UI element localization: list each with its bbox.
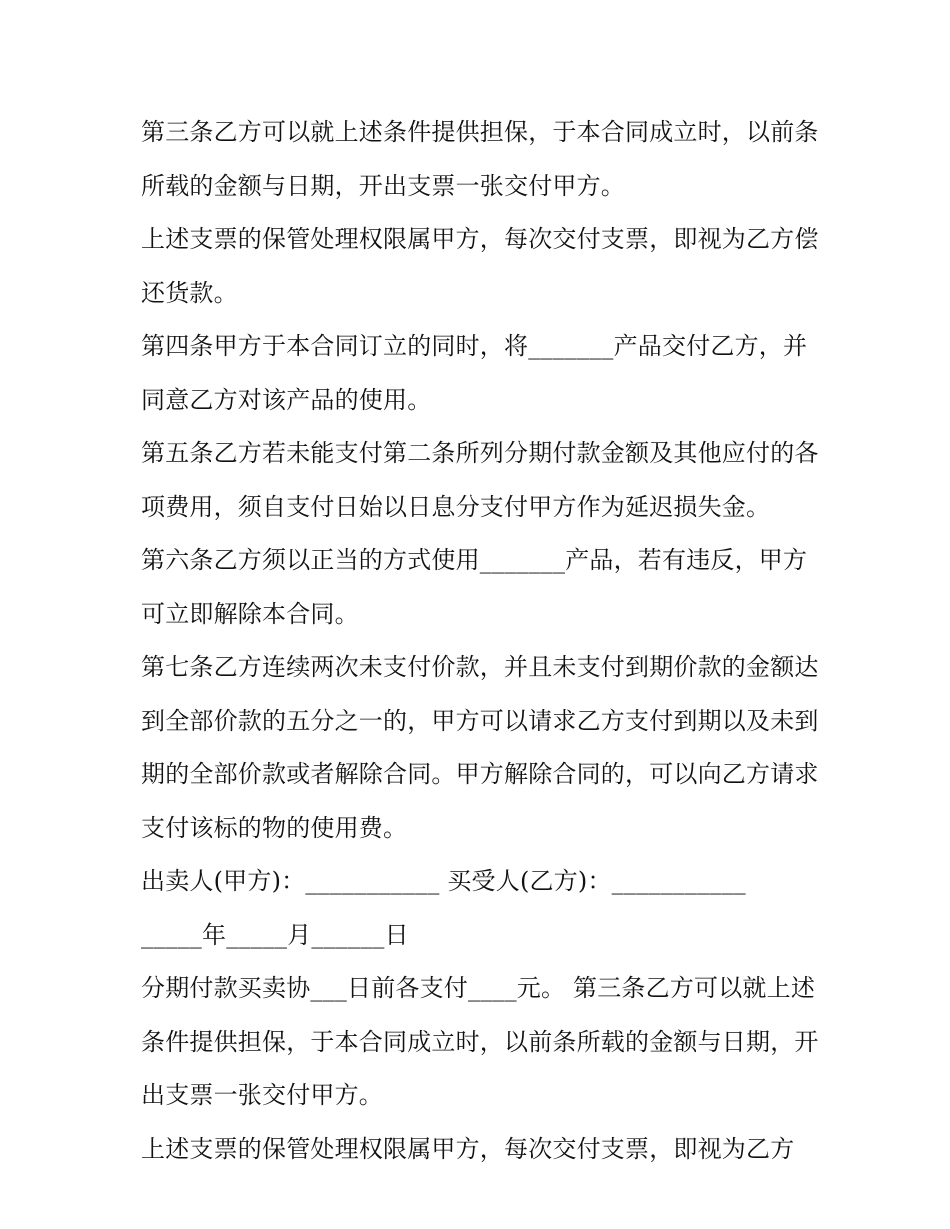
paragraph-article-7: 第七条乙方连续两次未支付价款，并且未支付到期价款的金额达到全部价款的五分之一的，甲方可以请求乙方支付到期以及未到期的全部价款或者解除合同。甲方解除合同的，可以向乙方请求支付该标的物的使用费。 <box>141 653 819 842</box>
paragraph-article-5: 第五条乙方若未能支付第二条所列分期付款金额及其他应付的各项费用，须自支付日始以日息分支付甲方作为延迟损失金。 <box>141 439 819 521</box>
paragraph-article-3: 第三条乙方可以就上述条件提供担保，于本合同成立时，以前条所载的金额与日期，开出支票一张交付甲方。 <box>141 118 819 200</box>
paragraph-installment-agreement: 分期付款买卖协___日前各支付____元。 第三条乙方可以就上述条件提供担保，于本合同成立时，以前条所载的金额与日期，开出支票一张交付甲方。 <box>141 974 819 1109</box>
signature-line: 出卖人(甲方)：___________ 买受人(乙方)：___________ <box>141 867 746 895</box>
paragraph-article-4: 第四条甲方于本合同订立的同时，将_______产品交付乙方，并同意乙方对该产品的使用。 <box>141 332 808 414</box>
paragraph-check-custody: 上述支票的保管处理权限属甲方，每次交付支票，即视为乙方偿还货款。 <box>141 225 819 307</box>
paragraph-article-6: 第六条乙方须以正当的方式使用_______产品，若有违反，甲方可立即解除本合同。 <box>141 546 808 628</box>
document-body <box>141 106 821 1176</box>
date-line: _____年_____月______日 <box>141 920 409 949</box>
paragraph-check-custody-repeat: 上述支票的保管处理权限属甲方，每次交付支票，即视为乙方 <box>141 1134 795 1163</box>
